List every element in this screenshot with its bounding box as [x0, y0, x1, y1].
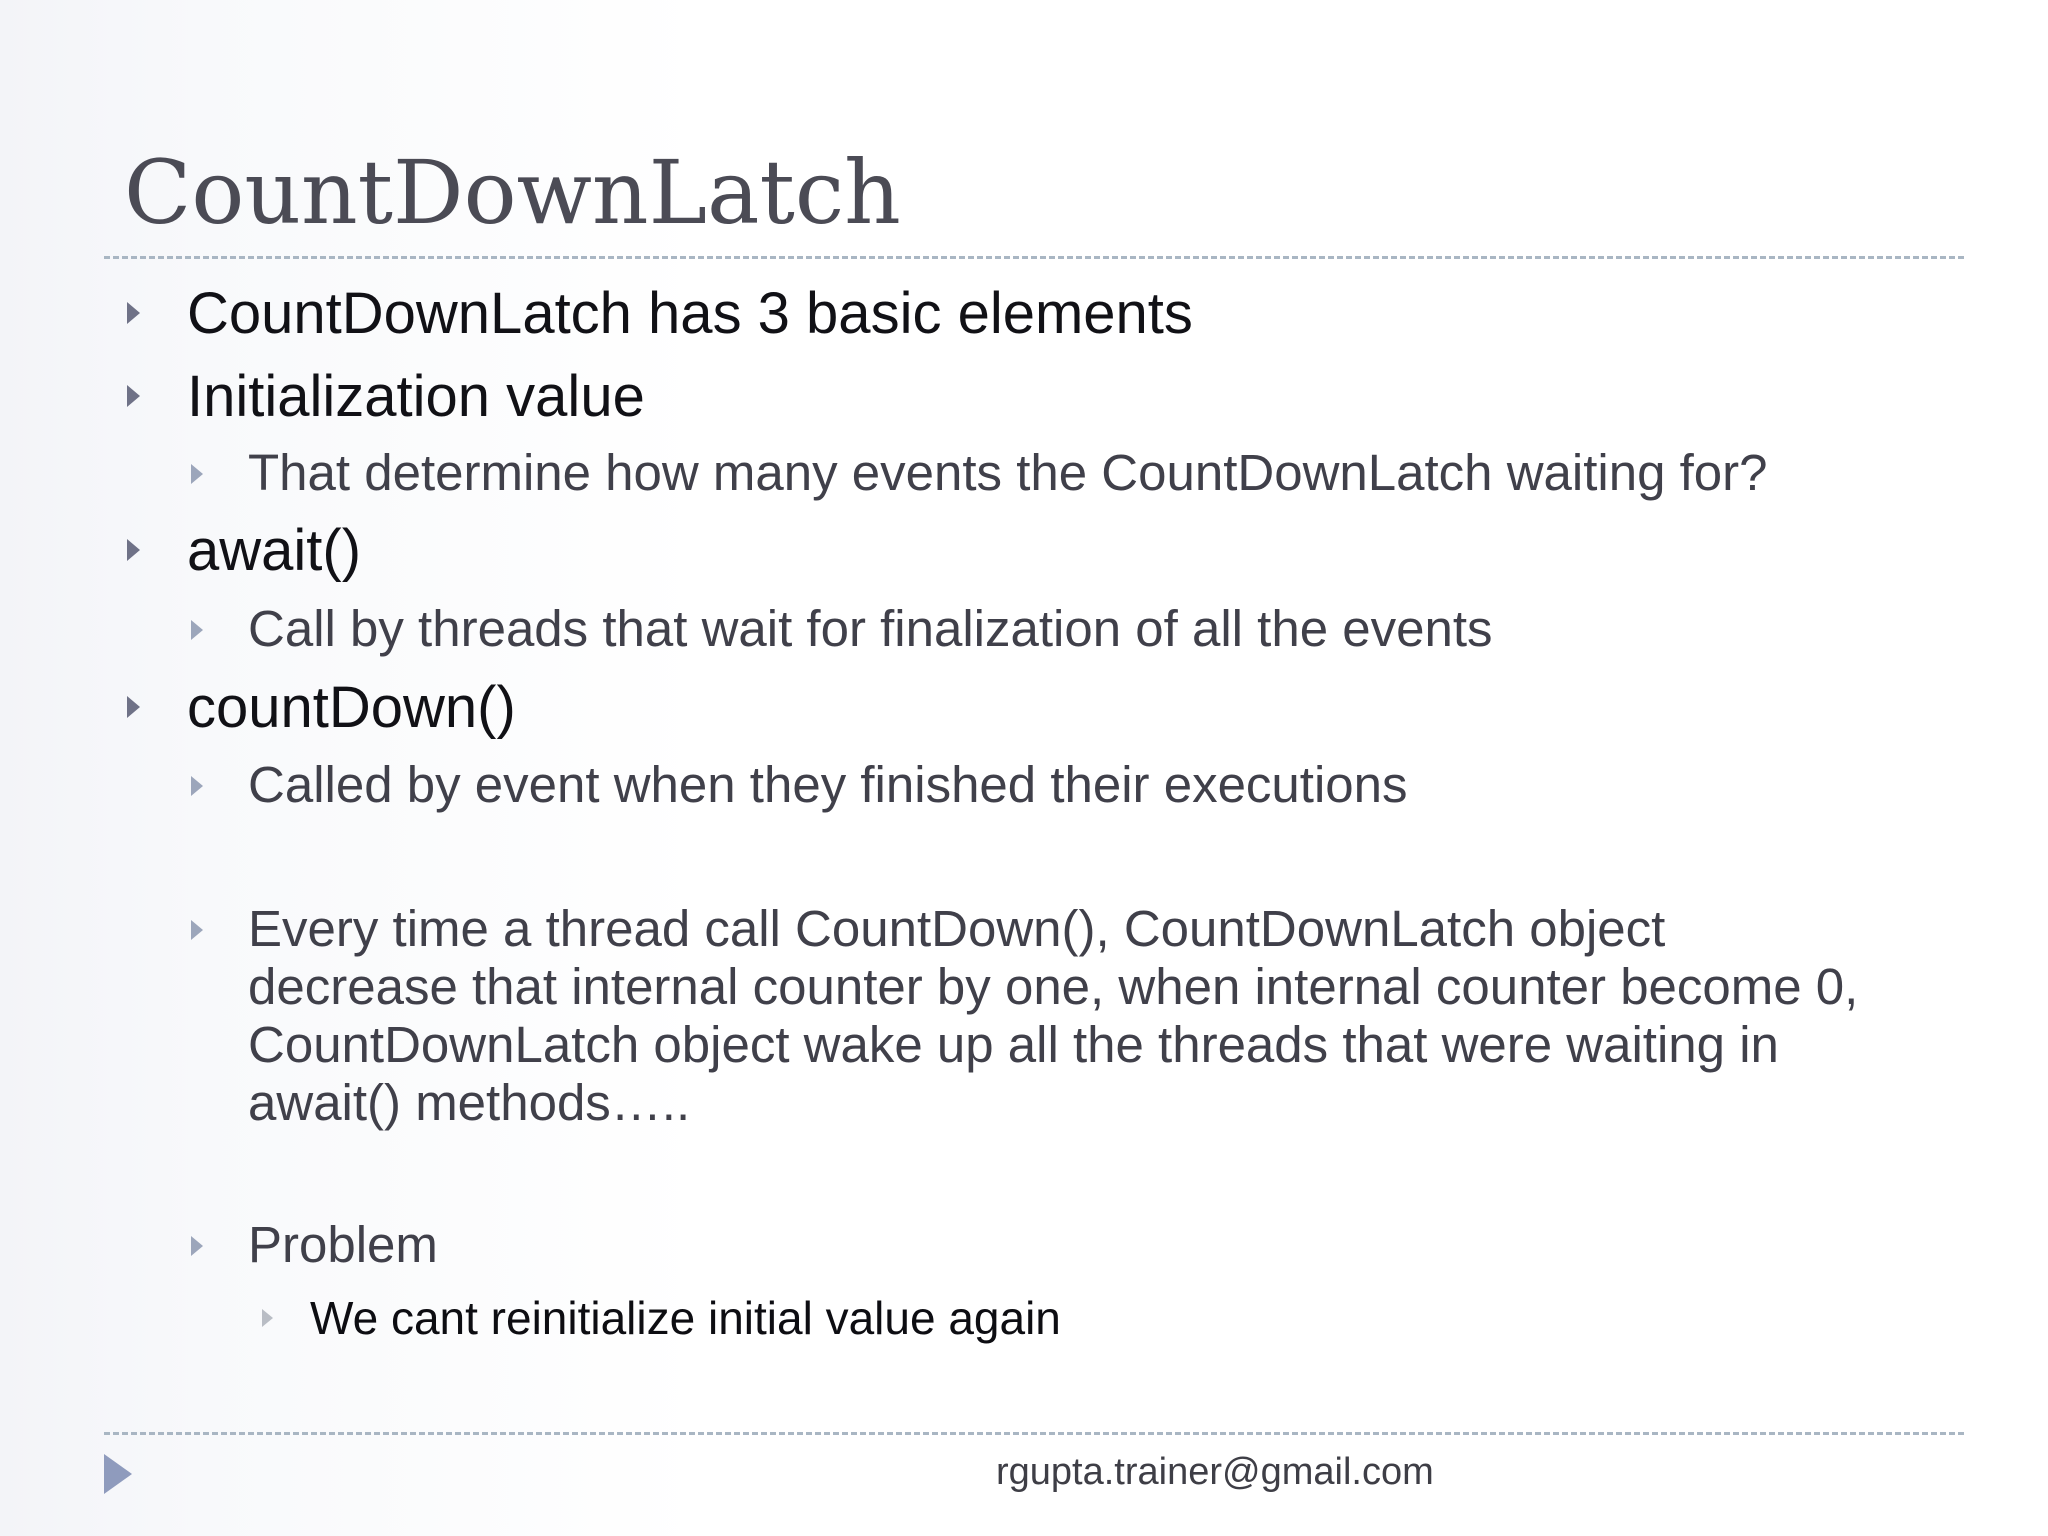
footer-divider — [104, 1432, 1964, 1435]
bullet-triangle-icon — [127, 539, 140, 561]
bullet-text: await() — [187, 518, 362, 583]
sub-bullet-counter-explanation — [248, 900, 1888, 1132]
bullet-text: Problem — [248, 1216, 438, 1273]
bullet-text: Call by threads that wait for finalization of all the events — [248, 600, 1493, 657]
bullet-text: We cant reinitialize initial value again — [310, 1292, 1061, 1344]
bullet-text: Initialization value — [187, 364, 645, 429]
bullet-text: CountDownLatch has 3 basic elements — [187, 281, 1193, 346]
bullet-basic-elements — [187, 278, 1193, 350]
bullet-triangle-icon — [127, 302, 140, 324]
sub-bullet-triangle-icon — [191, 1236, 203, 1256]
bullet-countdown — [187, 672, 516, 744]
sub-bullet-countdown-desc — [248, 756, 1408, 814]
bullet-triangle-icon — [127, 696, 140, 718]
footer-email: rgupta.trainer@gmail.com — [996, 1451, 1434, 1493]
sub-bullet-problem — [248, 1216, 438, 1274]
sub-sub-bullet-reinitialize — [310, 1290, 1061, 1346]
bullet-triangle-icon — [127, 385, 140, 407]
footer-arrow-icon — [104, 1454, 132, 1494]
sub-bullet-triangle-icon — [191, 776, 203, 796]
sub-sub-bullet-triangle-icon — [262, 1309, 273, 1327]
bullet-text: countDown() — [187, 675, 516, 740]
sub-bullet-triangle-icon — [191, 920, 203, 940]
bullet-initialization-value — [187, 361, 645, 433]
slide-title: CountDownLatch — [124, 141, 901, 244]
sub-bullet-events-count — [248, 444, 1768, 502]
bullet-text: Every time a thread call CountDown(), CountDownLatch object decrease that internal counter by one, when internal counter become 0, CountDownLatch object wake up all the threads that were waiting in await() methods….. — [248, 900, 1859, 1131]
title-divider — [104, 256, 1964, 259]
sub-bullet-triangle-icon — [191, 464, 203, 484]
bullet-text: Called by event when they finished their executions — [248, 756, 1408, 813]
sub-bullet-triangle-icon — [191, 620, 203, 640]
sub-bullet-await-desc — [248, 600, 1493, 658]
bullet-text: That determine how many events the CountDownLatch waiting for? — [248, 444, 1768, 501]
bullet-await — [187, 515, 361, 587]
